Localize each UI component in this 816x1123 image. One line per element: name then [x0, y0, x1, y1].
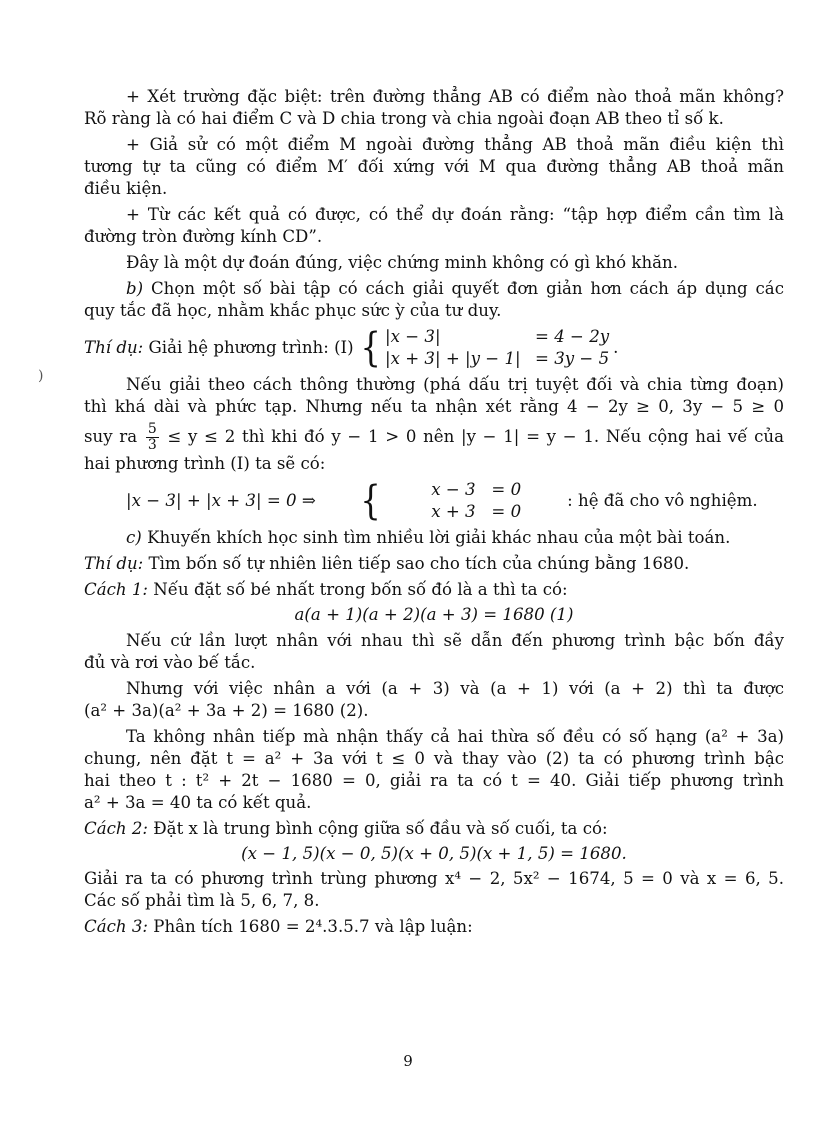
paragraph-text: Khuyến khích học sinh tìm nhiều lời giải khác nhau của một bài toán. [147, 528, 731, 547]
equation-punct: . [613, 338, 619, 357]
paragraph-line [84, 527, 784, 549]
equation-lhs: |x + 3| + |y − 1| [385, 349, 521, 368]
paragraph-line: + Xét trường đặc biệt: trên đường thẳng AB có điểm nào thoả mãn không? [126, 87, 784, 106]
paragraph-line: chung, nên đặt t = a² + 3a với t ≤ 0 và thay vào (2) ta có phương trình bậc [84, 749, 784, 768]
paragraph-line: Ta không nhân tiếp mà nhận thấy cả hai thừa số đều có số hạng (a² + 3a) [126, 727, 784, 746]
paragraph-line: a² + 3a = 40 ta có kết quả. [84, 793, 312, 812]
paragraph-line: quy tắc đã học, nhằm khắc phục sức ỳ của tư duy. [84, 301, 502, 320]
method-line [84, 916, 784, 938]
equation-lhs: |x − 3| [385, 327, 441, 346]
method-line [84, 818, 784, 840]
example-label: Thí dụ: [84, 554, 144, 573]
fraction-numerator: 5 [147, 421, 157, 437]
paragraph-line: thì khá dài và phức tạp. Nhưng nếu ta nhận xét rằng 4 − 2y ≥ 0, 3y − 5 ≥ 0 [84, 397, 784, 416]
method-label: Cách 3: [84, 917, 148, 936]
paragraph-line: Nếu giải theo cách thông thường (phá dấu trị tuyệt đối và chia từng đoạn) [126, 375, 784, 394]
paragraph-line: Rõ ràng là có hai điểm C và D chia trong và chia ngoài đoạn AB theo tỉ số k. [84, 109, 724, 128]
example-line [84, 553, 784, 575]
equation: a(a + 1)(a + 2)(a + 3) = 1680 (1) [294, 605, 574, 624]
margin-mark: ) [38, 368, 44, 384]
paragraph-line: điều kiện. [84, 179, 168, 198]
paragraph-text: suy ra [84, 427, 138, 446]
equation-line [84, 479, 784, 523]
paragraph-line [84, 278, 784, 300]
paragraph-line: tương tự ta cũng có điểm M′ đối xứng với M qua đường thẳng AB thoả mãn [84, 157, 784, 176]
paragraph-line: Đây là một dự đoán đúng, việc chứng minh không có gì khó khăn. [126, 253, 678, 272]
example-text: Giải hệ phương trình: (I) [148, 338, 354, 357]
fraction-denominator: 3 [147, 437, 157, 453]
equation: (x − 1, 5)(x − 0, 5)(x + 0, 5)(x + 1, 5) = 1680. [241, 844, 627, 863]
equation-rhs: = 4 − 2y [535, 327, 610, 346]
equation-row: x + 3 = 0 [431, 502, 522, 521]
example-line [84, 326, 784, 370]
example-label: Thí dụ: [84, 338, 144, 357]
paragraph-line: Nếu cứ lần lượt nhân với nhau thì sẽ dẫn đến phương trình bậc bốn đầy [126, 631, 784, 650]
method-line [84, 579, 784, 601]
paragraph-line: đủ và rơi vào bế tắc. [84, 653, 256, 672]
method-text: Nếu đặt số bé nhất trong bốn số đó là a thì ta có: [153, 580, 568, 599]
equation-system [358, 326, 610, 370]
paragraph-line: hai theo t : t² + 2t − 1680 = 0, giải ra ta có t = 40. Giải tiếp phương trình [84, 771, 784, 790]
equation-lhs: |x − 3| + |x + 3| = 0 ⇒ [126, 491, 316, 510]
paragraph-line: hai phương trình (I) ta sẽ có: [84, 454, 326, 473]
paragraph-line: Nhưng với việc nhân a với (a + 3) và (a + 1) với (a + 2) thì ta được [126, 679, 784, 698]
method-text: Phân tích 1680 = 2⁴.3.5.7 và lập luận: [153, 917, 473, 936]
item-label: b) [126, 279, 144, 298]
paragraph-line: Giải ra ta có phương trình trùng phương x⁴ − 2, 5x² − 1674, 5 = 0 và x = 6, 5. [84, 869, 784, 888]
paragraph-text: ≤ y ≤ 2 thì khi đó y − 1 > 0 nên |y − 1| = y − 1. Nếu cộng hai vế của [167, 427, 784, 446]
page-body [84, 86, 784, 938]
equation-rhs: = 3y − 5 [535, 349, 610, 368]
paragraph-line: Các số phải tìm là 5, 6, 7, 8. [84, 891, 320, 910]
example-text: Tìm bốn số tự nhiên liên tiếp sao cho tích của chúng bằng 1680. [148, 554, 690, 573]
paragraph-line [84, 422, 784, 453]
item-label: c) [126, 528, 142, 547]
fraction [146, 422, 159, 453]
method-label: Cách 2: [84, 819, 148, 838]
paragraph-line: (a² + 3a)(a² + 3a + 2) = 1680 (2). [84, 701, 369, 720]
brace-icon: { [360, 478, 381, 524]
brace-icon: { [360, 325, 381, 371]
paragraph-text: Chọn một số bài tập có cách giải quyết đơn giản hơn cách áp dụng các [150, 279, 784, 298]
paragraph-line: + Từ các kết quả có được, có thể dự đoán rằng: “tập hợp điểm cần tìm là [126, 205, 784, 224]
method-text: Đặt x là trung bình cộng giữa số đầu và số cuối, ta có: [153, 819, 608, 838]
equation-system [320, 479, 521, 523]
equation-row: x − 3 = 0 [431, 480, 522, 499]
paragraph-line: đường tròn đường kính CD”. [84, 227, 323, 246]
page-number: 9 [403, 1052, 413, 1070]
paragraph-line: + Giả sử có một điểm M ngoài đường thẳng AB thoả mãn điều kiện thì [126, 135, 784, 154]
method-label: Cách 1: [84, 580, 148, 599]
equation-tail: : hệ đã cho vô nghiệm. [567, 491, 758, 510]
